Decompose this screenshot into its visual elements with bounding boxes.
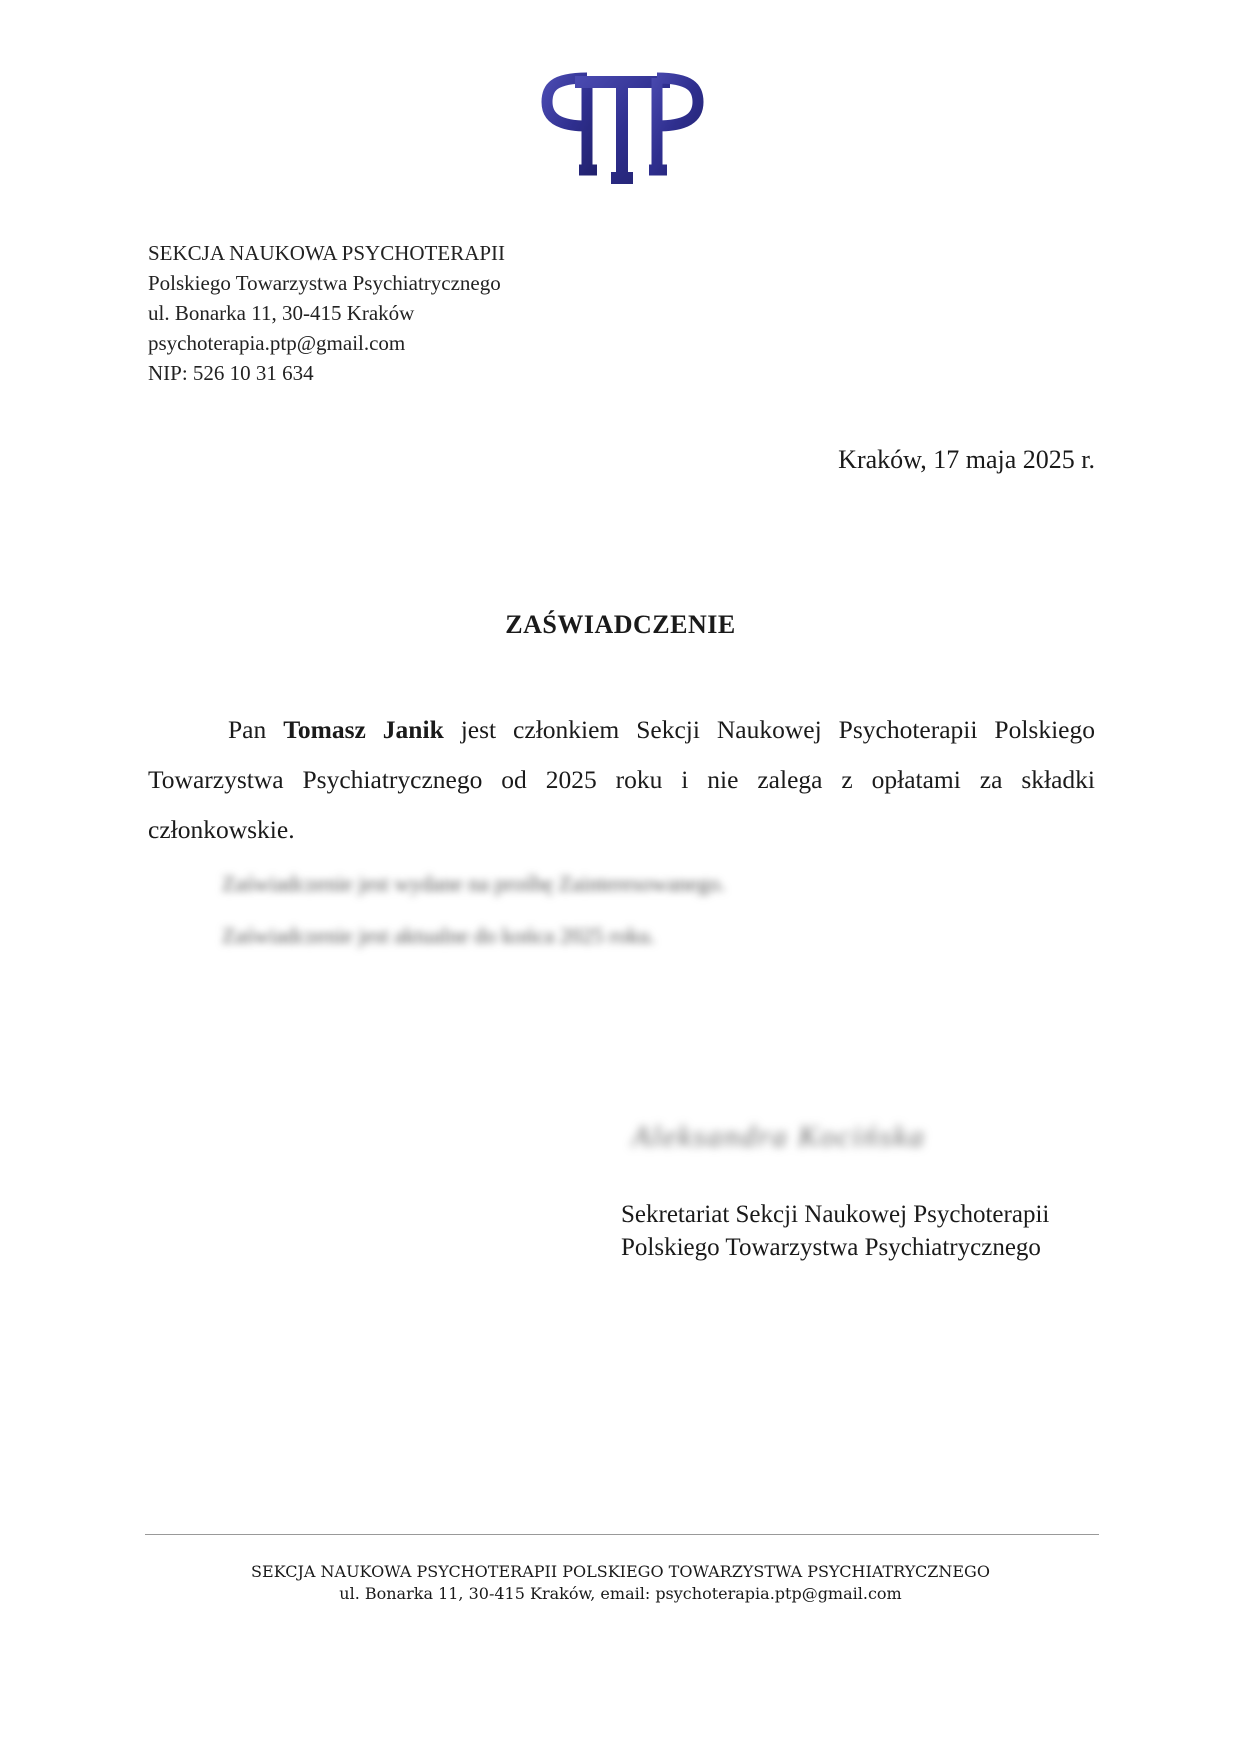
redacted-notes xyxy=(222,858,725,962)
certificate-body xyxy=(148,705,1095,855)
footer-organization: SEKCJA NAUKOWA PSYCHOTERAPII POLSKIEGO TOWARZYSTWA PSYCHIATRYCZNEGO xyxy=(251,1562,990,1581)
redacted-line: Zaświadczenie jest aktualne do końca 2025 roku. xyxy=(222,923,656,948)
signatory-line: Polskiego Towarzystwa Psychiatrycznego xyxy=(621,1234,1041,1261)
sender-parent-organization: Polskiego Towarzystwa Psychiatrycznego xyxy=(148,271,501,295)
sender-organization: SEKCJA NAUKOWA PSYCHOTERAPII xyxy=(148,241,506,265)
sender-nip: NIP: 526 10 31 634 xyxy=(148,361,314,385)
sender-email: psychoterapia.ptp@gmail.com xyxy=(148,331,406,355)
body-prefix: Pan xyxy=(228,715,284,744)
document-date: Kraków, 17 maja 2025 r. xyxy=(838,445,1095,474)
signatory-block xyxy=(621,1198,1049,1264)
sender-address-block xyxy=(148,238,505,388)
handwritten-signature: Aleksandra Kocińska xyxy=(632,1120,926,1153)
sender-street: ul. Bonarka 11, 30-415 Kraków xyxy=(148,301,415,325)
body-rest: jest członkiem Sekcji Naukowej Psychoterapii Polskiego Towarzystwa Psychiatrycznego od 2025 roku i nie zalega z opłatami za składki członkowskie. xyxy=(148,715,1095,844)
document-title: ZAŚWIADCZENIE xyxy=(505,610,736,639)
footer-divider xyxy=(145,1534,1099,1535)
redacted-line: Zaświadczenie jest wydane na prośbę Zainteresowanego. xyxy=(222,871,726,896)
ptp-logo-icon xyxy=(535,70,710,185)
footer-contact: ul. Bonarka 11, 30-415 Kraków, email: psychoterapia.ptp@gmail.com xyxy=(339,1584,902,1603)
member-name: Tomasz Janik xyxy=(283,715,444,744)
footer xyxy=(0,1561,1241,1605)
signatory-line: Sekretariat Sekcji Naukowej Psychoterapii xyxy=(621,1201,1050,1228)
